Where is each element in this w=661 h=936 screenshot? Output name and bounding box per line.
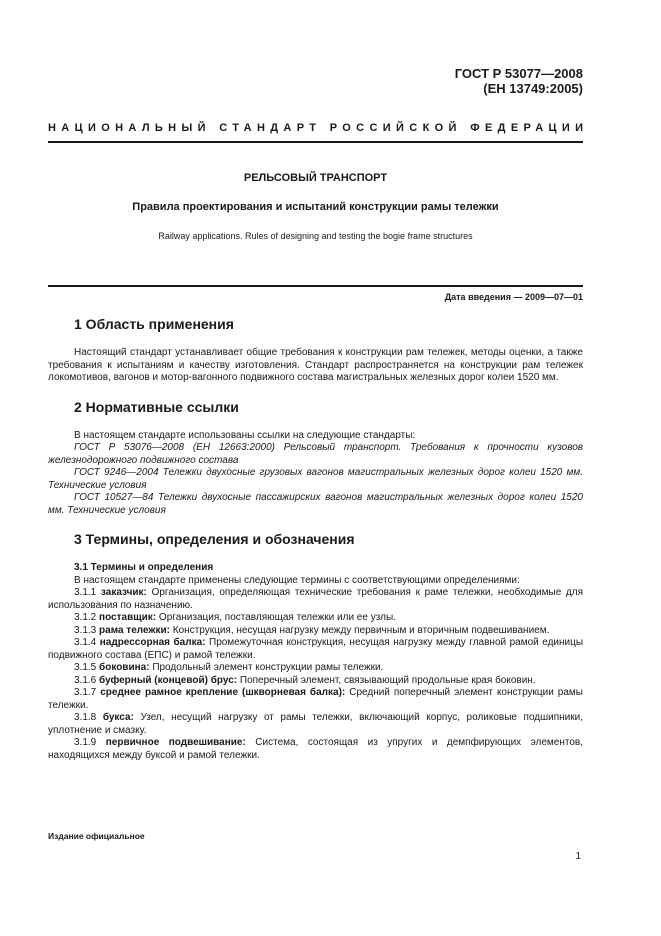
term-entry — [48, 612, 583, 625]
term-entry — [48, 637, 583, 662]
term-number: 3.1.7 — [74, 687, 97, 698]
term-definition: Продольный элемент конструкции рамы тележки. — [152, 662, 384, 673]
term-entry — [48, 662, 583, 675]
term-name: поставщик: — [99, 612, 157, 623]
standard-number: ГОСТ Р 53077—2008 — [454, 66, 583, 81]
standard-designation — [455, 66, 583, 96]
term-name: первичное подвешивание: — [105, 737, 246, 748]
term-definition: Средний поперечный элемент конструкции рамы тележки. — [48, 687, 583, 711]
term-definition: Поперечный элемент, связывающий продольные края боковин. — [239, 674, 536, 686]
term-name: заказчик: — [100, 587, 147, 598]
national-standard-banner: НАЦИОНАЛЬНЫЙ СТАНДАРТ РОССИЙСКОЙ ФЕДЕРАЦИИ — [48, 122, 589, 134]
english-title: Railway applications. Rules of designing and testing the bogie frame structures — [158, 231, 473, 241]
section-3-intro: В настоящем стандарте применены следующие термины с соответствующими определениями: — [74, 574, 520, 586]
term-name: буферный (концевой) брус: — [99, 674, 238, 686]
subsection-heading: 3.1 Термины и определения — [74, 562, 214, 573]
term-entry — [48, 687, 583, 712]
term-number: 3.1.4 — [74, 637, 97, 648]
official-edition-note: Издание официальное — [48, 831, 145, 841]
reference-item: ГОСТ 9246—2004 Тележки двухосные грузовых вагонов магистральных железных дорог колеи 1520 мм. Технические условия — [48, 467, 583, 491]
document-body — [48, 316, 583, 762]
term-definition: Система, состоящая из упругих и демпфирующих элементов, находящихся между буксой и рамой тележки. — [48, 737, 583, 761]
term-number: 3.1.3 — [74, 624, 97, 636]
term-name: рама тележки: — [99, 624, 170, 636]
reference-item: ГОСТ Р 53076—2008 (ЕН 12663:2000) Рельсовый транспорт. Требования к прочности кузовов железнодорожного подвижного состава — [48, 442, 583, 466]
section-1-heading: 1 Область применения — [74, 316, 234, 332]
reference-item: ГОСТ 10527—84 Тележки двухосные пассажирских вагонов магистральных железных дорог колеи 1520 мм. Технические условия — [48, 492, 583, 516]
term-number: 3.1.1 — [74, 587, 97, 598]
term-definition: Организация, определяющая технические требования к раме тележки, необходимые для использования по назначению. — [48, 587, 584, 611]
term-name: букса: — [102, 712, 134, 723]
document-title: РЕЛЬСОВЫЙ ТРАНСПОРТ — [243, 172, 388, 184]
en-standard-number: (ЕН 13749:2005) — [483, 81, 583, 96]
section-1-text: Настоящий стандарт устанавливает общие требования к конструкции рам тележек, методы оценки, а также требования к испытаниям и качеству изготовления. Стандарт распространяется на конструкции рам тележек локомотивов, вагонов и мотор-вагонного подвижного состава магистральных железных дорог колеи 1520 мм. — [48, 347, 583, 383]
term-entry — [48, 587, 583, 612]
header-divider — [48, 141, 583, 143]
term-entry — [48, 712, 583, 737]
term-entry — [48, 737, 583, 762]
term-number: 3.1.9 — [74, 737, 97, 748]
term-definition: Конструкция, несущая нагрузку между первичным и вторичным подвешиванием. — [172, 624, 550, 636]
term-number: 3.1.6 — [74, 674, 97, 686]
term-definition: Организация, поставляющая тележки или ее узлы. — [158, 612, 396, 623]
term-definition: Узел, несущий нагрузку от рамы тележки, включающий корпус, роликовые подшипники, уплотнение и смазку. — [48, 712, 583, 736]
term-name: среднее рамное крепление (шкворневая балка): — [100, 687, 346, 698]
page-number: 1 — [575, 851, 581, 862]
section-2-heading: 2 Нормативные ссылки — [74, 398, 239, 415]
term-number: 3.1.5 — [74, 662, 97, 673]
date-of-introduction: Дата введения — 2009—07—01 — [444, 292, 583, 302]
document-subtitle: Правила проектирования и испытаний конструкции рамы тележки — [132, 201, 499, 213]
term-entry — [48, 625, 583, 638]
section-3-heading: 3 Термины, определения и обозначения — [74, 531, 355, 547]
term-definition: Промежуточная конструкция, несущая нагрузку между главной рамой единицы подвижного состава (ЕПС) и рамой тележки. — [48, 637, 584, 661]
term-name: боковина: — [99, 662, 150, 673]
section-2-intro: В настоящем стандарте использованы ссылки на следующие стандарты: — [74, 429, 416, 441]
term-number: 3.1.8 — [74, 712, 97, 723]
term-entry — [48, 675, 583, 688]
title-divider — [48, 285, 583, 287]
term-name: надрессорная балка: — [99, 637, 206, 648]
term-number: 3.1.2 — [74, 612, 97, 623]
